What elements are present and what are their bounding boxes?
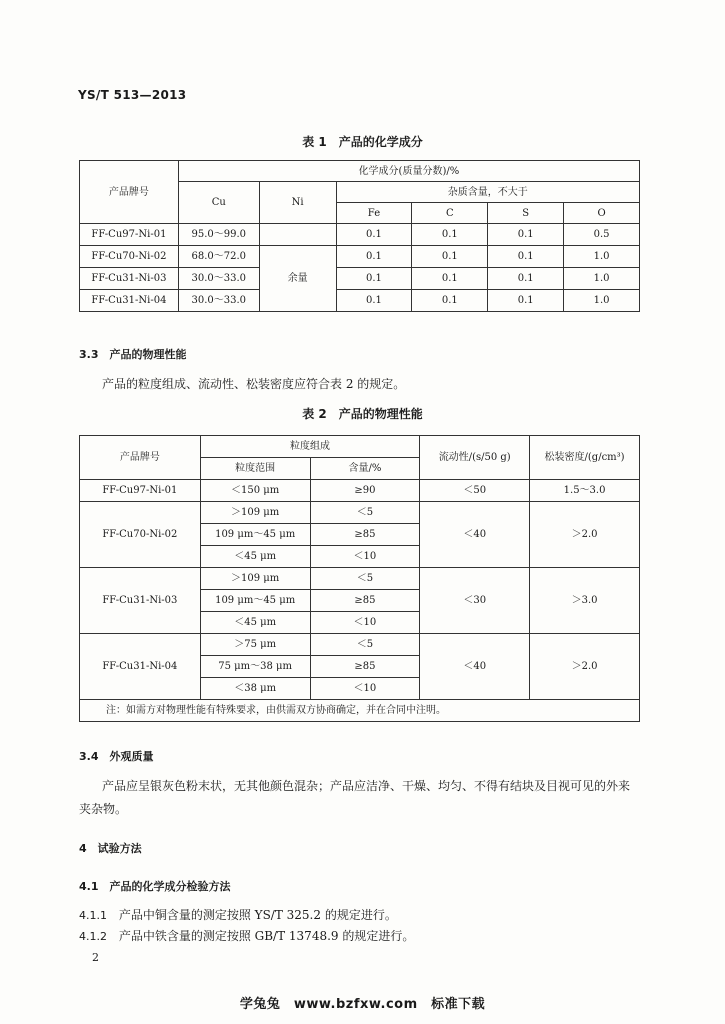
t2-flow: ＜30: [420, 568, 530, 634]
t2-range: 75 μm～38 μm: [200, 656, 310, 678]
t1-cu: 95.0～99.0: [178, 224, 259, 246]
t2-density: 1.5～3.0: [530, 480, 640, 502]
section-4-1-heading: 4.1 产品的化学成分检验方法: [79, 880, 231, 893]
t1-header-ni: Ni: [259, 182, 336, 224]
t2-range: ＜150 μm: [200, 480, 310, 502]
t2-brand: FF-Cu31-Ni-04: [80, 634, 201, 700]
t2-content: ≥90: [310, 480, 420, 502]
t1-s: 0.1: [488, 268, 564, 290]
t1-fe: 0.1: [336, 246, 412, 268]
t2-range: 109 μm～45 μm: [200, 524, 310, 546]
t1-header-s: S: [488, 203, 564, 224]
t1-brand: FF-Cu97-Ni-01: [80, 224, 179, 246]
page-number: 2: [92, 951, 99, 964]
chemical-composition-table: [79, 160, 640, 312]
t1-fe: 0.1: [336, 268, 412, 290]
clause-4-1-1: [79, 906, 397, 923]
t2-content: ≥85: [310, 656, 420, 678]
t2-range: ＞109 μm: [200, 502, 310, 524]
t1-o: 1.0: [564, 268, 640, 290]
t1-c: 0.1: [412, 290, 488, 312]
t1-fe: 0.1: [336, 290, 412, 312]
t1-header-fe: Fe: [336, 203, 412, 224]
t2-header-content: 含量/%: [310, 458, 420, 480]
table1-caption: 表 1 产品的化学成分: [302, 135, 423, 149]
t1-header-c: C: [412, 203, 488, 224]
t1-header-cu: Cu: [178, 182, 259, 224]
clause-number: 4.1.1: [79, 909, 107, 922]
table-row: [80, 224, 640, 246]
t1-cu: 30.0～33.0: [178, 268, 259, 290]
t2-header-range: 粒度范围: [200, 458, 310, 480]
clause-text: 产品中铜含量的测定按照 YS/T 325.2 的规定进行。: [118, 908, 397, 922]
table-row: [80, 502, 640, 524]
t2-density: ＞2.0: [530, 634, 640, 700]
t2-content: ＜5: [310, 568, 420, 590]
t2-range: ＞109 μm: [200, 568, 310, 590]
t2-density: ＞3.0: [530, 568, 640, 634]
t2-content: ＜10: [310, 678, 420, 700]
t1-brand: FF-Cu31-Ni-04: [80, 290, 179, 312]
t1-o: 0.5: [564, 224, 640, 246]
t2-content: ＜10: [310, 546, 420, 568]
table-row: [80, 246, 640, 268]
physical-properties-table: [79, 435, 640, 722]
t1-c: 0.1: [412, 268, 488, 290]
t1-cu: 68.0～72.0: [178, 246, 259, 268]
t2-note: 注：如需方对物理性能有特殊要求，由供需双方协商确定，并在合同中注明。: [80, 700, 640, 722]
t1-ni-balance: 余量: [259, 246, 336, 312]
t1-o: 1.0: [564, 290, 640, 312]
t2-brand: FF-Cu70-Ni-02: [80, 502, 201, 568]
t2-range: ＜38 μm: [200, 678, 310, 700]
t1-c: 0.1: [412, 246, 488, 268]
t1-header-composition: 化学成分(质量分数)/%: [178, 161, 639, 182]
t1-s: 0.1: [488, 290, 564, 312]
t2-content: ＜5: [310, 502, 420, 524]
table-row: [80, 480, 640, 502]
t1-fe: 0.1: [336, 224, 412, 246]
t2-header-density: 松装密度/(g/cm³): [530, 436, 640, 480]
t2-brand: FF-Cu31-Ni-03: [80, 568, 201, 634]
t2-content: ≥85: [310, 524, 420, 546]
t2-header-flow: 流动性/(s/50 g): [420, 436, 530, 480]
t2-header-size: 粒度组成: [200, 436, 420, 458]
t2-range: ＜45 μm: [200, 546, 310, 568]
section-3-3-text: 产品的粒度组成、流动性、松装密度应符合表 2 的规定。: [102, 377, 406, 391]
t1-c: 0.1: [412, 224, 488, 246]
t2-content: ≥85: [310, 590, 420, 612]
t1-cu: 30.0～33.0: [178, 290, 259, 312]
t1-ni-blank: [259, 224, 336, 246]
t2-flow: ＜40: [420, 634, 530, 700]
t2-density: ＞2.0: [530, 502, 640, 568]
t2-flow: ＜50: [420, 480, 530, 502]
t2-brand: FF-Cu97-Ni-01: [80, 480, 201, 502]
table-row: [80, 568, 640, 590]
t2-range: ＞75 μm: [200, 634, 310, 656]
t1-o: 1.0: [564, 246, 640, 268]
t2-header-brand: 产品牌号: [80, 436, 201, 480]
table-row: [80, 268, 640, 290]
table-row: [80, 290, 640, 312]
clause-4-1-2: [79, 927, 414, 944]
table-row: [80, 634, 640, 656]
t1-header-impurity: 杂质含量，不大于: [336, 182, 639, 203]
clause-number: 4.1.2: [79, 930, 107, 943]
site-footer-watermark: 学兔兔 www.bzfxw.com 标准下载: [239, 997, 486, 1012]
t1-brand: FF-Cu31-Ni-03: [80, 268, 179, 290]
standard-code: YS/T 513—2013: [78, 88, 187, 102]
t1-s: 0.1: [488, 224, 564, 246]
t2-range: 109 μm～45 μm: [200, 590, 310, 612]
clause-text: 产品中铁含量的测定按照 GB/T 13748.9 的规定进行。: [118, 929, 415, 943]
t2-content: ＜10: [310, 612, 420, 634]
t2-range: ＜45 μm: [200, 612, 310, 634]
t1-brand: FF-Cu70-Ni-02: [80, 246, 179, 268]
t2-content: ＜5: [310, 634, 420, 656]
section-4-heading: 4 试验方法: [79, 842, 142, 855]
section-3-4-heading: 3.4 外观质量: [79, 750, 154, 763]
section-3-3-heading: 3.3 产品的物理性能: [79, 348, 187, 361]
t1-header-brand: 产品牌号: [80, 161, 179, 224]
table2-caption: 表 2 产品的物理性能: [302, 407, 423, 421]
t1-s: 0.1: [488, 246, 564, 268]
section-3-4-text-line1: 产品应呈银灰色粉末状，无其他颜色混杂；产品应洁净、干燥、均匀、不得有结块及目视可见的外来: [102, 779, 631, 793]
section-3-4-text-line2: 夹杂物。: [79, 802, 128, 816]
t1-header-o: O: [564, 203, 640, 224]
t2-flow: ＜40: [420, 502, 530, 568]
